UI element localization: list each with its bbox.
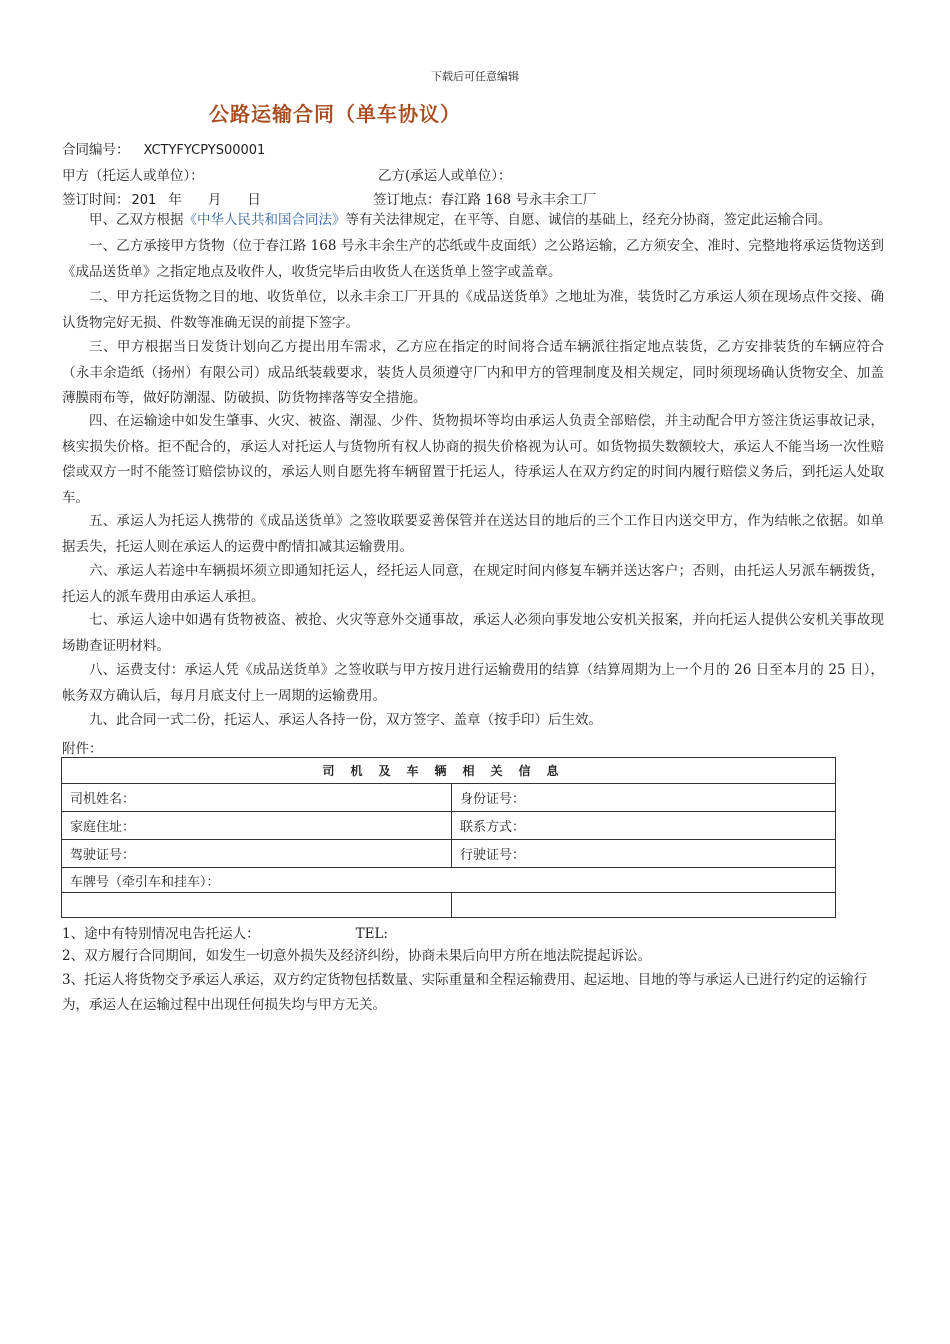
driver-name-field[interactable]: 司机姓名：	[62, 784, 452, 812]
clause-5: 五、承运人为托运人携带的《成品送货单》之签收联要妥善保管并在送达目的地后的三个工作日内送交甲方，作为结帐之依据。如单据丢失，托运人则在承运人的运费中酌情扣减其运输费用。	[62, 513, 884, 555]
sign-place	[373, 188, 596, 208]
contract-number-label: 合同编号：	[62, 142, 130, 158]
sign-year: 201	[131, 193, 157, 208]
table-header: 司机及车辆相关信息	[62, 758, 836, 784]
sign-place-label: 签订地点：	[373, 192, 441, 208]
day-unit: 日	[247, 192, 261, 208]
clause-3: 三、甲方根据当日发货计划向乙方提出用车需求，乙方应在指定的时间将合适车辆派往指定地点装货，乙方安排装货的车辆应符合（永丰余造纸（扬州）有限公司）成品纸装载要求，装货人员须遵守厂内和甲方的管理制度及相关规定，同时须现场确认货物安全、加盖薄膜雨布等，做好防潮湿、防破损、防货物摔落等安全措施。	[62, 339, 884, 406]
id-number-field[interactable]: 身份证号：	[452, 784, 836, 812]
driver-vehicle-table	[61, 757, 836, 918]
clause-2: 二、甲方托运货物之目的地、收货单位，以永丰余工厂开具的《成品送货单》之地址为准，装货时乙方承运人须在现场点件交接、确认货物完好无损、件数等准确无误的前提下签字。	[62, 289, 884, 331]
plate-number-trailer-cell[interactable]	[452, 893, 836, 918]
download-note: 下载后可任意编辑	[431, 70, 519, 83]
clause-7: 七、承运人途中如遇有货物被盗、被抢、火灾等意外交通事故，承运人必须向事发地公安机关报案，并向托运人提供公安机关事故现场勘查证明材料。	[62, 612, 884, 654]
page-title: 公路运输合同（单车协议）	[209, 102, 461, 126]
note-3: 3、托运人将货物交予承运人承运，双方约定货物包括数量、实际重量和全程运输费用、起运地、目地的等与承运人已进行约定的运输行为，承运人在运输过程中出现任何损失均与甲方无关。	[62, 972, 868, 1013]
contract-law-reference: 《中华人民共和国合同法》	[183, 212, 346, 228]
month-unit: 月	[207, 192, 222, 208]
sign-time-label: 签订时间：	[62, 192, 130, 208]
plate-number-field[interactable]: 车牌号（牵引车和挂车）：	[62, 868, 836, 893]
intro-text-a: 甲、乙双方根据	[89, 212, 184, 228]
clause-4: 四、在运输途中如发生肇事、火灾、被盗、潮湿、少件、货物损坏等均由承运人负责全部赔偿，并主动配合甲方签注货运事故记录，核实损失价格。拒不配合的，承运人对托运人与货物所有权人协商的损失价格视为认可。如货物损失数额较大，承运人不能当场一次性赔偿或双方一时不能签订赔偿协议的，承运人则自愿先将车辆留置于托运人，待承运人在双方约定的时间内履行赔偿义务后，到托运人处取车。	[62, 413, 884, 506]
vehicle-license-field[interactable]: 行驶证号：	[452, 840, 836, 868]
contract-number-value: XCTYFYCPYS00001	[143, 143, 266, 158]
clause-1: 一、乙方承接甲方货物（位于春江路 168 号永丰余生产的芯纸或牛皮面纸）之公路运输，乙方须安全、准时、完整地将承运货物送到《成品送货单》之指定地点及收件人，收货完毕后由收货人在送货单上签字或盖章。	[62, 238, 884, 280]
driver-license-field[interactable]: 驾驶证号：	[62, 840, 452, 868]
clause-6: 六、承运人若途中车辆损坏须立即通知托运人，经托运人同意，在规定时间内修复车辆并送达客户；否则，由托运人另派车辆拨货，托运人的派车费用由承运人承担。	[62, 563, 884, 605]
note-2: 2、双方履行合同期间，如发生一切意外损失及经济纠纷，协商未果后向甲方所在地法院提起诉讼。	[62, 948, 652, 964]
note-1-tel: TEL:	[355, 926, 388, 942]
contact-field[interactable]: 联系方式：	[452, 812, 836, 840]
clause-9: 九、此合同一式二份，托运人、承运人各持一份，双方签字、盖章（按手印）后生效。	[89, 712, 602, 728]
contract-number	[62, 138, 265, 158]
clause-8: 八、运费支付：承运人凭《成品送货单》之签收联与甲方按月进行运输费用的结算（结算周期为上一个月的 26 日至本月的 25 日），帐务双方确认后，每月月底支付上一周期的运输费用。	[62, 662, 884, 704]
year-unit: 年	[168, 192, 182, 208]
party-a-label: 甲方（托运人或单位）：	[62, 168, 204, 184]
party-b-label: 乙方(承运人或单位）：	[378, 168, 512, 184]
intro-paragraph	[62, 208, 884, 234]
plate-number-tractor-cell[interactable]	[62, 893, 452, 918]
note-1	[62, 922, 388, 942]
note-1-text: 1、途中有特别情况电告托运人：	[62, 926, 260, 942]
sign-time	[62, 188, 261, 208]
sign-place-value: 春江路 168 号永丰余工厂	[440, 192, 597, 208]
attachment-label: 附件：	[62, 741, 103, 757]
intro-text-b: 等有关法律规定，在平等、自愿、诚信的基础上，经充分协商，签定此运输合同。	[345, 212, 832, 228]
home-address-field[interactable]: 家庭住址：	[62, 812, 452, 840]
